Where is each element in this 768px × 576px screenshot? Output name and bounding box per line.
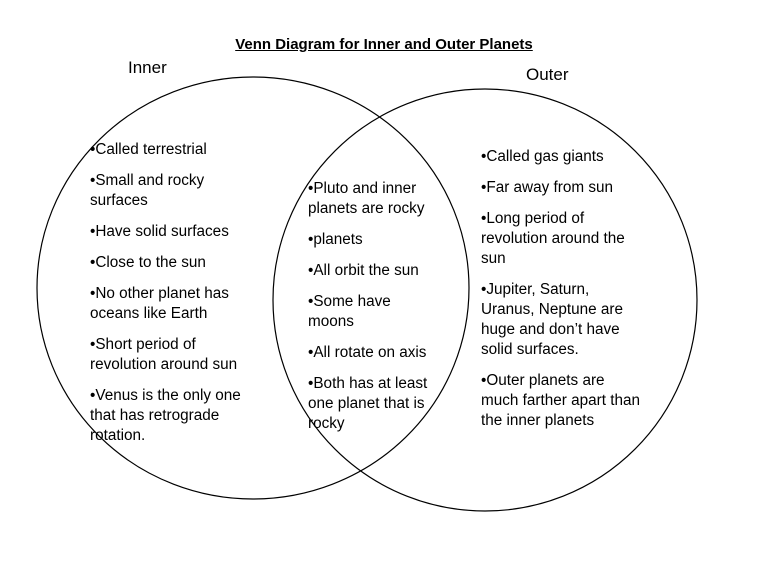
inner-set-label: Inner <box>128 58 167 77</box>
outer-only-list <box>481 147 665 442</box>
inner-only-list <box>90 140 268 457</box>
shared-item: •Some have moons <box>308 293 391 330</box>
outer-item: •Jupiter, Saturn, Uranus, Neptune are huge and don’t have solid surfaces. <box>481 281 624 358</box>
inner-item: •Have solid surfaces <box>90 223 229 240</box>
outer-item: •Outer planets are much farther apart than the inner planets <box>481 372 641 429</box>
shared-item: •Both has at least one planet that is rocky <box>308 375 428 432</box>
inner-item: •No other planet has oceans like Earth <box>90 285 229 322</box>
outer-item: •Far away from sun <box>481 179 614 196</box>
diagram-title: Venn Diagram for Inner and Outer Planets <box>235 36 533 53</box>
shared-item: •All orbit the sun <box>308 262 419 279</box>
outer-item: •Called gas giants <box>481 148 604 165</box>
shared-item: •All rotate on axis <box>308 344 427 361</box>
inner-item: •Short period of revolution around sun <box>90 336 238 373</box>
outer-item: •Long period of revolution around the sun <box>481 210 625 267</box>
inner-item: •Small and rocky surfaces <box>90 172 205 209</box>
outer-set-label: Outer <box>526 65 569 84</box>
shared-traits-list <box>308 179 450 445</box>
shared-item: •Pluto and inner planets are rocky <box>308 180 425 217</box>
inner-item: •Called terrestrial <box>90 141 207 158</box>
shared-item: •planets <box>308 231 363 248</box>
inner-item: •Venus is the only one that has retrograde rotation. <box>90 387 241 444</box>
inner-item: •Close to the sun <box>90 254 206 271</box>
